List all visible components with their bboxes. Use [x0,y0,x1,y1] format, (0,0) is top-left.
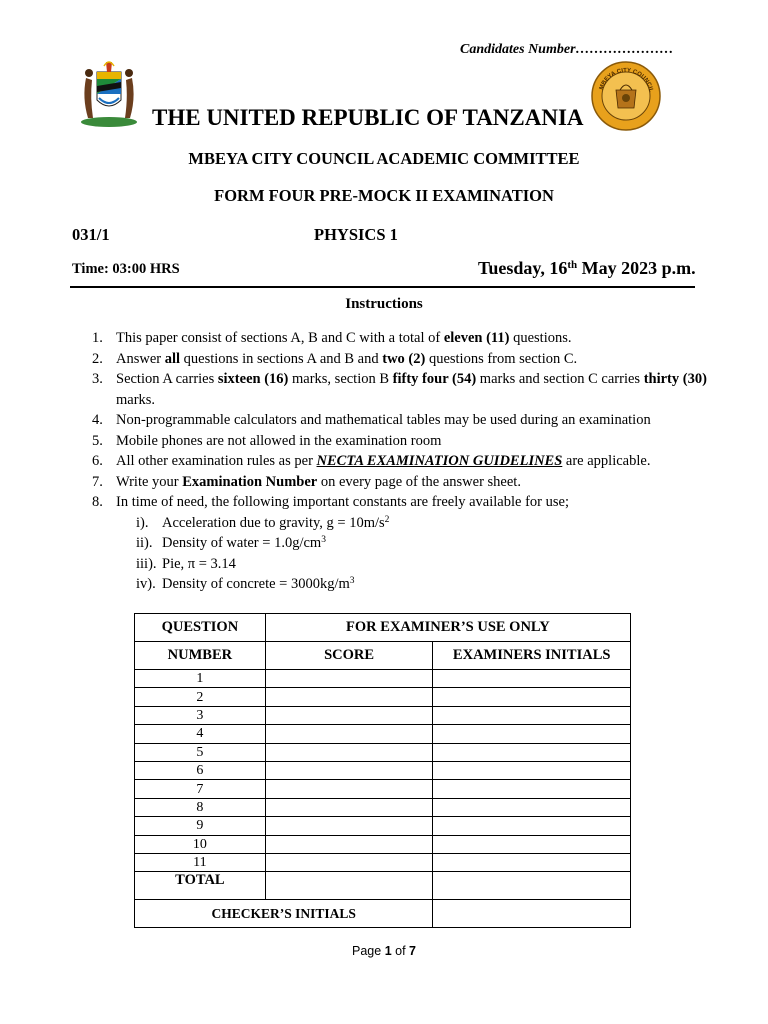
question-number-cell: 4 [135,725,266,743]
initials-cell[interactable] [433,761,631,779]
table-row [135,743,631,761]
question-number-cell: 9 [135,817,266,835]
total-score-cell[interactable] [265,872,433,900]
list-item: 6. All other examination rules as per NECTA EXAMINATION GUIDELINES are applicable. [92,453,651,469]
constant-item: ii). Density of water = $1.0g/cm^3$ [136,535,326,551]
table-row [135,798,631,816]
initials-cell[interactable] [433,725,631,743]
total-initials-cell[interactable] [433,872,631,900]
table-row [135,670,631,688]
header-divider [70,286,695,288]
constant-item: iv). Density of concrete = $3000kg/m^3$ [136,576,355,592]
constant-item: iii). Pie, π = 3.14 [136,555,236,572]
score-cell[interactable] [265,853,433,871]
score-cell[interactable] [265,798,433,816]
question-number-cell: 6 [135,761,266,779]
initials-cell[interactable] [433,817,631,835]
list-item: 8. In time of need, the following important constants are freely available for use; [92,494,569,510]
initials-cell[interactable] [433,706,631,724]
instructions-list [92,328,712,595]
score-cell[interactable] [265,761,433,779]
score-cell[interactable] [265,670,433,688]
exam-date: Tuesday, 16th May 2023 p.m. [478,258,696,278]
question-number-cell: 7 [135,780,266,798]
table-row [135,761,631,779]
initials-cell[interactable] [433,835,631,853]
table-row [135,817,631,835]
city-council-seal [590,60,662,132]
republic-heading: THE UNITED REPUBLIC OF TANZANIA [152,105,584,130]
subject-title: PHYSICS 1 [314,225,398,244]
initials-cell[interactable] [433,743,631,761]
council-heading: MBEYA CITY COUNCIL ACADEMIC COMMITTEE [188,149,580,168]
score-cell[interactable] [265,835,433,853]
initials-header: EXAMINERS INITIALS [433,642,631,670]
score-cell[interactable] [265,817,433,835]
list-item: 7. Write your Examination Number on every page of the answer sheet. [92,473,521,490]
list-item: 5. Mobile phones are not allowed in the examination room [92,432,442,449]
candidates-number: Candidates Number………………… [460,42,674,57]
score-cell[interactable] [265,780,433,798]
table-row [135,725,631,743]
table-row [135,780,631,798]
number-header: NUMBER [135,642,266,670]
checker-label: CHECKER’S INITIALS [135,900,433,928]
exam-time: Time: 03:00 HRS [72,261,180,277]
table-row [135,706,631,724]
table-row [135,853,631,871]
list-item: 4. Non-programmable calculators and mathematical tables may be used during an examination [92,412,651,428]
score-cell[interactable] [265,706,433,724]
coat-of-arms-emblem [78,58,140,128]
page-footer: Page 1 of 7 [352,944,416,958]
question-number-cell: 1 [135,670,266,688]
seal-text: MBEYA CITY COUNCIL [598,67,654,93]
score-cell[interactable] [265,743,433,761]
question-number-cell: 5 [135,743,266,761]
initials-cell[interactable] [433,780,631,798]
score-header: SCORE [265,642,433,670]
question-number-cell: 11 [135,853,266,871]
list-item: 1. This paper consist of sections A, B and C with a total of eleven (11) questions. [92,330,572,346]
score-cell[interactable] [265,688,433,706]
question-number-cell: 3 [135,706,266,724]
paper-code: 031/1 [72,225,110,244]
question-number-cell: 8 [135,798,266,816]
initials-cell[interactable] [433,798,631,816]
question-header: QUESTION [135,614,266,642]
examiner-use-header: FOR EXAMINER’S USE ONLY [265,614,630,642]
total-label: TOTAL [135,872,266,900]
initials-cell[interactable] [433,853,631,871]
table-row [135,688,631,706]
constants-list [136,513,712,595]
checker-initials-cell[interactable] [433,900,631,928]
table-row [135,835,631,853]
list-item: 3. Section A carries sixteen (16) marks, section B fifty four (54) marks and section C carries thirty (30) marks. [92,371,707,408]
score-cell[interactable] [265,725,433,743]
question-number-cell: 10 [135,835,266,853]
initials-cell[interactable] [433,670,631,688]
initials-cell[interactable] [433,688,631,706]
instructions-title: Instructions [345,296,423,312]
constant-item: i). Acceleration due to gravity, $g = 10m/s^2$ [136,514,390,531]
examiner-score-table [134,613,631,928]
question-number-cell: 2 [135,688,266,706]
list-item: 2. Answer all questions in sections A and B and two (2) questions from section C. [92,350,578,367]
exam-heading: FORM FOUR PRE-MOCK II EXAMINATION [214,186,554,205]
